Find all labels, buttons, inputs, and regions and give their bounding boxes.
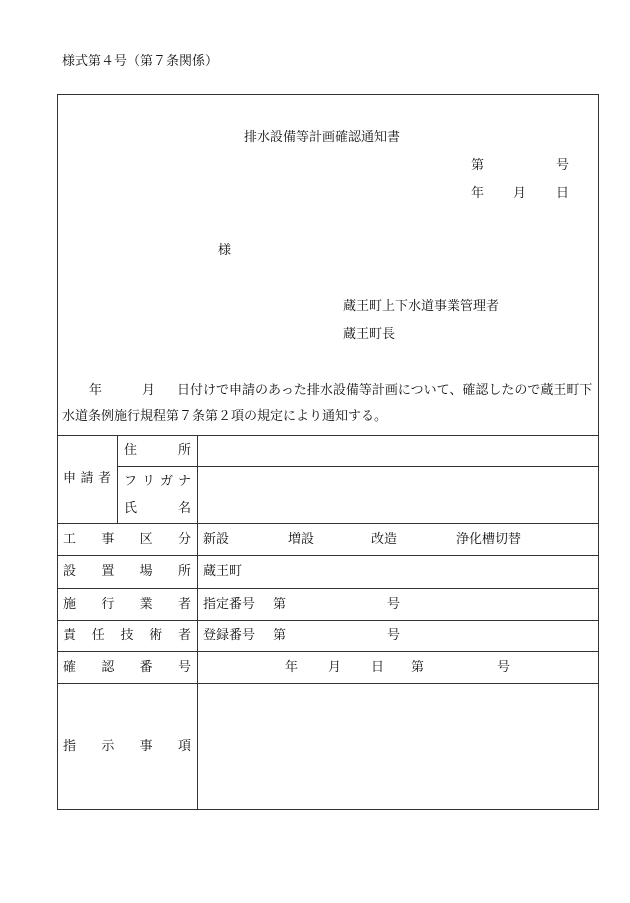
confirmation-number-prefix: 第 xyxy=(411,660,425,675)
addressee-suffix: 様 xyxy=(218,243,232,258)
doc-number-suffix: 号 xyxy=(556,158,570,173)
furigana-label: フ リ ガ ナ xyxy=(124,474,191,489)
body-text: 日付けで申請のあった排水設備等計画について、確認したので蔵王町下水道条例施行規程第７条第２項の規定により通知する。 xyxy=(62,383,593,424)
address-label: 住 所 xyxy=(124,443,191,458)
confirmation-label: 確 認 番 号 xyxy=(63,660,191,675)
applicant-label: 申 請 者 xyxy=(63,471,111,486)
engineer-label: 責 任 技 術 者 xyxy=(63,628,191,643)
contractor-bottom-line xyxy=(57,620,599,621)
issuer-line1: 蔵王町上下水道事業管理者 xyxy=(343,299,500,314)
date-year-label: 年 xyxy=(471,186,485,201)
applicant-bottom-line xyxy=(57,523,599,524)
engineer-number-prefix: 第 xyxy=(273,628,287,643)
construction-type-label: 工 事 区 分 xyxy=(63,532,191,547)
contractor-number-prefix: 第 xyxy=(273,597,287,612)
construction-option-addition: 増設 xyxy=(288,532,315,547)
construction-option-septic-switch: 浄化槽切替 xyxy=(456,532,522,547)
confirmation-day: 日 xyxy=(371,660,385,675)
confirmation-number-suffix: 号 xyxy=(497,660,511,675)
notice-body xyxy=(62,378,598,430)
construction-option-remodel: 改造 xyxy=(371,532,398,547)
instructions-label: 指 示 事 項 xyxy=(63,739,191,754)
name-label: 氏 名 xyxy=(124,501,191,516)
applicant-divider xyxy=(117,435,118,523)
location-label: 設 置 場 所 xyxy=(63,564,191,579)
body-month: 月 xyxy=(142,383,156,398)
body-year: 年 xyxy=(89,383,103,398)
location-bottom-line xyxy=(57,588,599,589)
contractor-number-suffix: 号 xyxy=(387,597,401,612)
engineer-bottom-line xyxy=(57,651,599,652)
document-title: 排水設備等計画確認通知書 xyxy=(244,130,401,145)
date-day-label: 日 xyxy=(556,186,570,201)
table-top-line xyxy=(57,435,599,436)
location-value: 蔵王町 xyxy=(203,564,243,579)
confirmation-month: 月 xyxy=(328,660,342,675)
contractor-designation-label: 指定番号 xyxy=(203,597,256,612)
contractor-label: 施 行 業 者 xyxy=(63,597,191,612)
form-number: 様式第４号（第７条関係） xyxy=(62,54,219,69)
instructions-area[interactable] xyxy=(198,684,598,809)
confirmation-year: 年 xyxy=(285,660,299,675)
address-bottom-line xyxy=(117,466,599,467)
date-month-label: 月 xyxy=(513,186,527,201)
construction-option-new: 新設 xyxy=(203,532,230,547)
engineer-number-suffix: 号 xyxy=(387,628,401,643)
issuer-line2: 蔵王町長 xyxy=(343,327,396,342)
engineer-registration-label: 登録番号 xyxy=(203,628,256,643)
doc-number-prefix: 第 xyxy=(471,158,485,173)
construction-bottom-line xyxy=(57,555,599,556)
